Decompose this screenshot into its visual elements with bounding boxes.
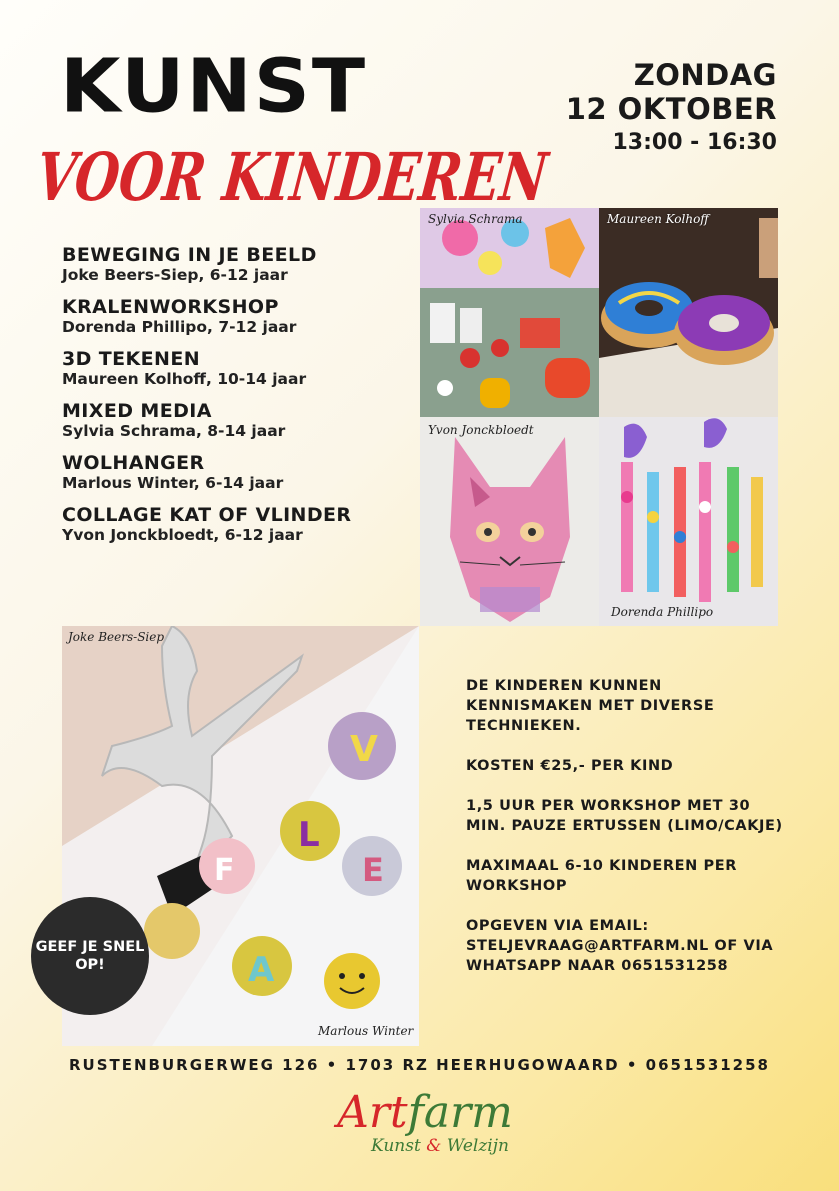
tag-welzijn: Welzijn (446, 1136, 509, 1156)
info-capacity: MAXIMAAL 6-10 KINDEREN PER WORKSHOP (466, 858, 737, 894)
logo-farm: farm (407, 1087, 513, 1138)
workshop-teacher: Maureen Kolhoff, 10-14 jaar (62, 370, 307, 388)
photo-maureen-kolhoff (599, 208, 778, 417)
photo-caption: Maureen Kolhoff (607, 212, 709, 226)
title-voor-kinderen (38, 128, 558, 218)
address-line: RUSTENBURGERWEG 126 • 1703 RZ HEERHUGOWAARD • 0651531258 (68, 1056, 770, 1074)
workshop-teacher: Dorenda Phillipo, 7-12 jaar (62, 318, 297, 336)
photo-caption: Marlous Winter (318, 1024, 414, 1038)
workshop-item (62, 400, 412, 441)
signup-badge: GEEF JE SNEL OP! (31, 897, 149, 1015)
workshop-title: WOLHANGER (62, 452, 205, 474)
workshop-teacher: Marlous Winter, 6-14 jaar (62, 474, 284, 492)
photo-caption: Yvon Jonckbloedt (428, 423, 534, 437)
event-day: ZONDAG (633, 58, 777, 92)
svg-text:V: V (350, 729, 378, 770)
title-kunst: KUNST (60, 44, 368, 130)
event-date-block (566, 58, 777, 158)
workshop-title: MIXED MEDIA (62, 400, 212, 422)
logo-art: Art (337, 1087, 408, 1138)
workshop-title: BEWEGING IN JE BEELD (62, 244, 317, 266)
photo-caption: Sylvia Schrama (428, 212, 523, 226)
workshop-item (62, 244, 412, 285)
svg-text:A: A (248, 950, 275, 990)
workshop-item (62, 296, 412, 337)
workshop-title: 3D TEKENEN (62, 348, 201, 370)
workshop-title: KRALENWORKSHOP (62, 296, 279, 318)
info-block (466, 676, 786, 996)
logo-tagline (350, 1136, 530, 1156)
svg-text:F: F (214, 853, 235, 888)
photo-yvon-jonckbloedt (420, 417, 599, 626)
event-time: 13:00 - 16:30 (612, 130, 777, 155)
workshop-teacher: Sylvia Schrama, 8-14 jaar (62, 422, 286, 440)
workshop-teacher: Joke Beers-Siep, 6-12 jaar (62, 266, 288, 284)
title-voor-kinderen-text: VOOR KINDEREN (38, 138, 558, 216)
workshop-list (62, 244, 412, 556)
workshop-item (62, 452, 412, 493)
workshop-title: COLLAGE KAT OF VLINDER (62, 504, 352, 526)
photo-dorenda-phillipo (599, 417, 778, 626)
event-date: 12 OKTOBER (565, 92, 777, 126)
photo-caption: Joke Beers-Siep (68, 630, 165, 644)
info-cost: KOSTEN €25,- PER KIND (466, 758, 674, 774)
info-signup: OPGEVEN VIA EMAIL: STELJEVRAAG@ARTFARM.NL OF VIA WHATSAPP NAAR 0651531258 (466, 918, 774, 974)
tag-kunst: Kunst (371, 1136, 421, 1156)
logo-wordmark (320, 1087, 530, 1138)
workshop-teacher: Yvon Jonckbloedt, 6-12 jaar (62, 526, 303, 544)
photo-sylvia-schrama (420, 208, 599, 417)
tag-amp: & (426, 1136, 442, 1156)
workshop-item (62, 504, 412, 545)
photo-caption: Dorenda Phillipo (611, 605, 714, 619)
svg-text:E: E (362, 851, 384, 889)
svg-text:L: L (298, 815, 320, 855)
info-duration: 1,5 UUR PER WORKSHOP MET 30 MIN. PAUZE ERTUSSEN (LIMO/CAKJE) (466, 798, 783, 834)
info-intro: DE KINDEREN KUNNEN KENNISMAKEN MET DIVERSE TECHNIEKEN. (466, 678, 715, 734)
workshop-item (62, 348, 412, 389)
artfarm-logo (320, 1087, 530, 1156)
